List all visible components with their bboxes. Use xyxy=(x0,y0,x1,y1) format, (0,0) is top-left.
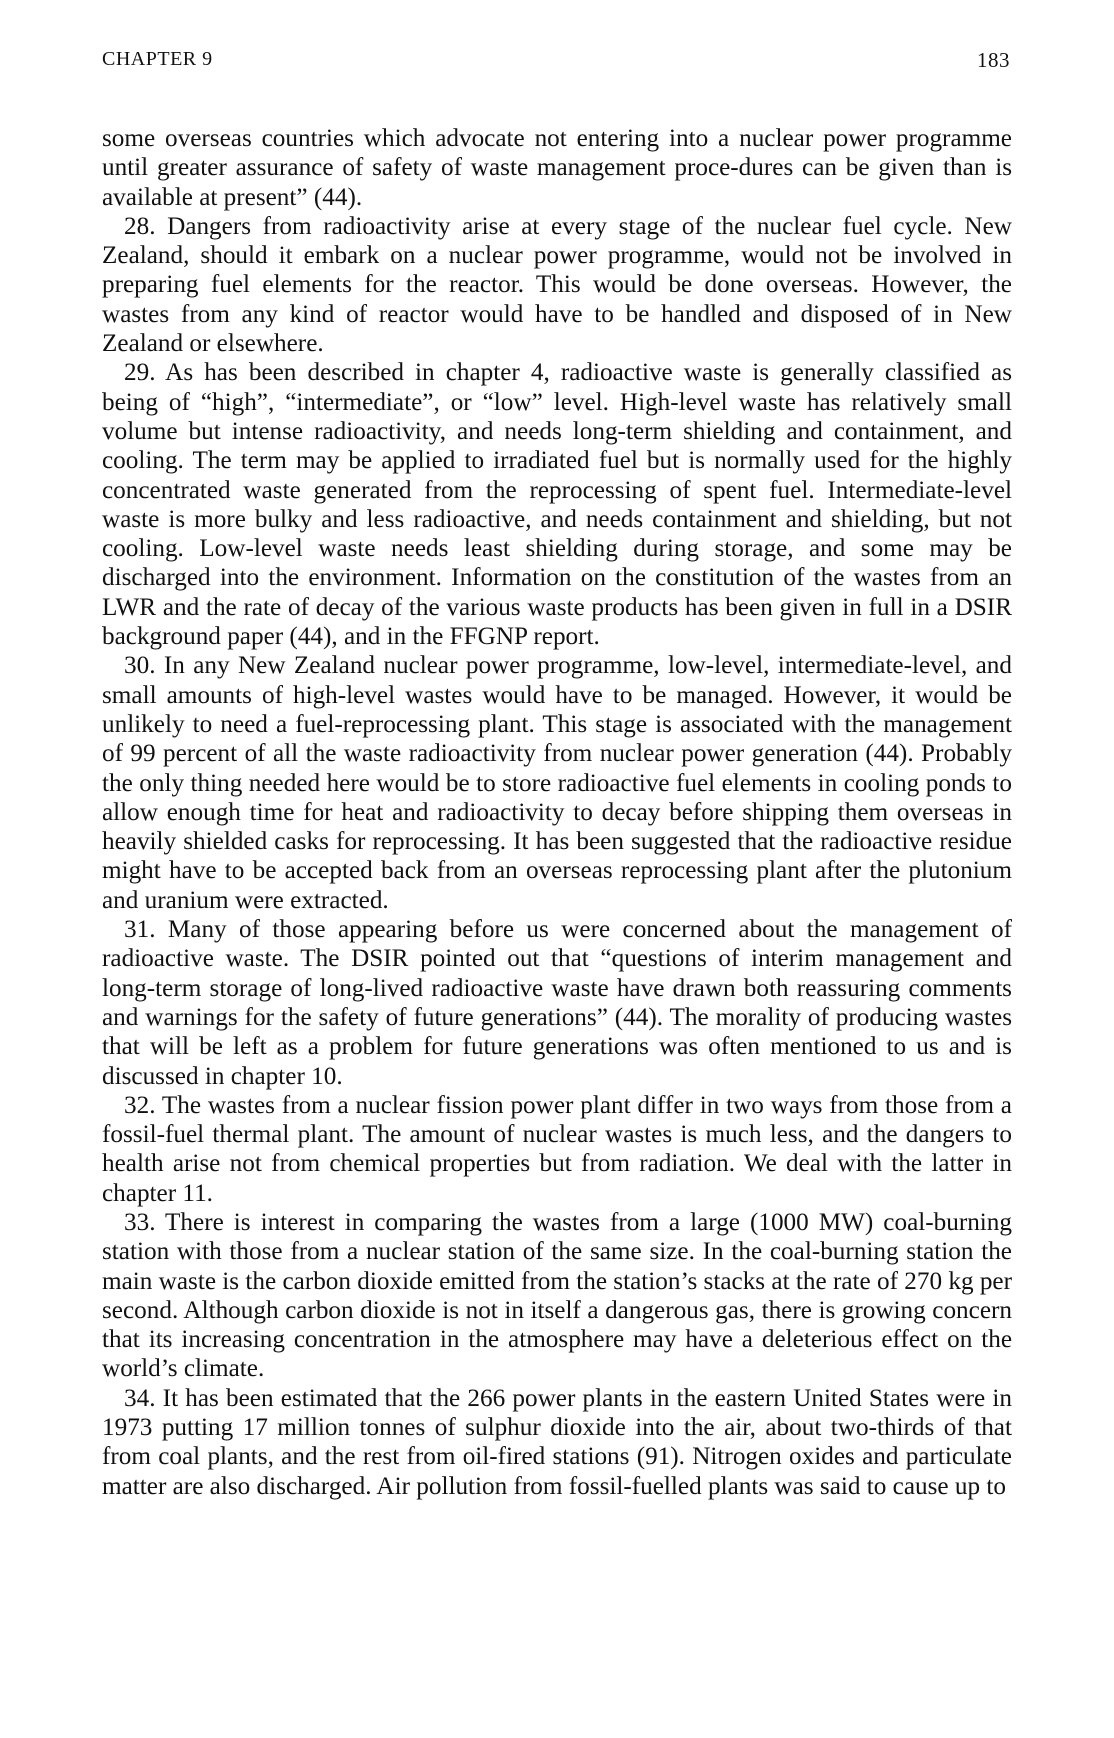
paragraph-continued: some overseas countries which advocate not entering into a nuclear power programme until greater assurance of safety of waste management proce-dures can be given than is available at present” (44). xyxy=(102,125,1012,211)
paragraph-33: 33. There is interest in comparing the wastes from a large (1000 MW) coal-burning station with those from a nuclear station of the same size. In the coal-burning station the main waste is the carbon dioxide emitted from the station’s stacks at the rate of 270 kg per second. Although carbon dioxide is not in itself a dangerous gas, there is growing concern that its increasing concentration in the atmosphere may have a deleterious effect on the world’s climate. xyxy=(102,1208,1012,1383)
paragraph-34: 34. It has been estimated that the 266 power plants in the eastern United States were in 1973 putting 17 million tonnes of sulphur dioxide into the air, about two-thirds of that from coal plants, and the rest from oil-fired stations (91). Nitrogen oxides and particulate matter are also discharged. Air pollution from fossil-fuelled plants was said to cause up to xyxy=(102,1384,1012,1500)
paragraph-29: 29. As has been described in chapter 4, radioactive waste is generally classified as being of “high”, “intermediate”, or “low” level. High-level waste has relatively small volume but intense radioactivity, and needs long-term shielding and containment, and cooling. The term may be applied to irradiated fuel but is normally used for the highly concentrated waste generated from the reprocessing of spent fuel. Intermediate-level waste is more bulky and less radioactive, and needs containment and shielding, but not cooling. Low-level waste needs least shielding during storage, and some may be discharged into the environment. Information on the constitution of the wastes from an LWR and the rate of decay of the various waste products has been given in full in a DSIR background paper (44), and in the FFGNP report. xyxy=(102,359,1012,651)
paragraph-30: 30. In any New Zealand nuclear power programme, low-level, intermediate-level, and small amounts of high-level wastes would have to be managed. However, it would be unlikely to need a fuel-reprocessing plant. This stage is associated with the management of 99 percent of all the waste radioactivity from nuclear power generation (44). Probably the only thing needed here would be to store radioactive fuel elements in cooling ponds to allow enough time for heat and radioactivity to decay before shipping them overseas in heavily shielded casks for reprocessing. It has been suggested that the radioactive residue might have to be accepted back from an overseas reprocessing plant after the plutonium and uranium were extracted. xyxy=(102,652,1012,914)
paragraph-32: 32. The wastes from a nuclear fission power plant differ in two ways from those from a fossil-fuel thermal plant. The amount of nuclear wastes is much less, and the dangers to health arise not from chemical properties but from radiation. We deal with the latter in chapter 11. xyxy=(102,1091,1012,1207)
body-text xyxy=(102,124,1012,1501)
paragraph-31: 31. Many of those appearing before us were concerned about the management of radioactive waste. The DSIR pointed out that “questions of interim management and long-term storage of long-lived radioactive waste have drawn both reassuring comments and warnings for the safety of future generations” (44). The morality of producing wastes that will be left as a problem for future generations was often mentioned to us and is discussed in chapter 10. xyxy=(102,916,1012,1090)
chapter-label: CHAPTER 9 xyxy=(102,48,213,70)
running-header xyxy=(102,48,1010,78)
page-number: 183 xyxy=(977,48,1010,72)
paragraph-28: 28. Dangers from radioactivity arise at every stage of the nuclear fuel cycle. New Zealand, should it embark on a nuclear power programme, would not be involved in preparing fuel elements for the reactor. This would be done overseas. However, the wastes from any kind of reactor would have to be handled and disposed of in New Zealand or elsewhere. xyxy=(102,212,1012,358)
